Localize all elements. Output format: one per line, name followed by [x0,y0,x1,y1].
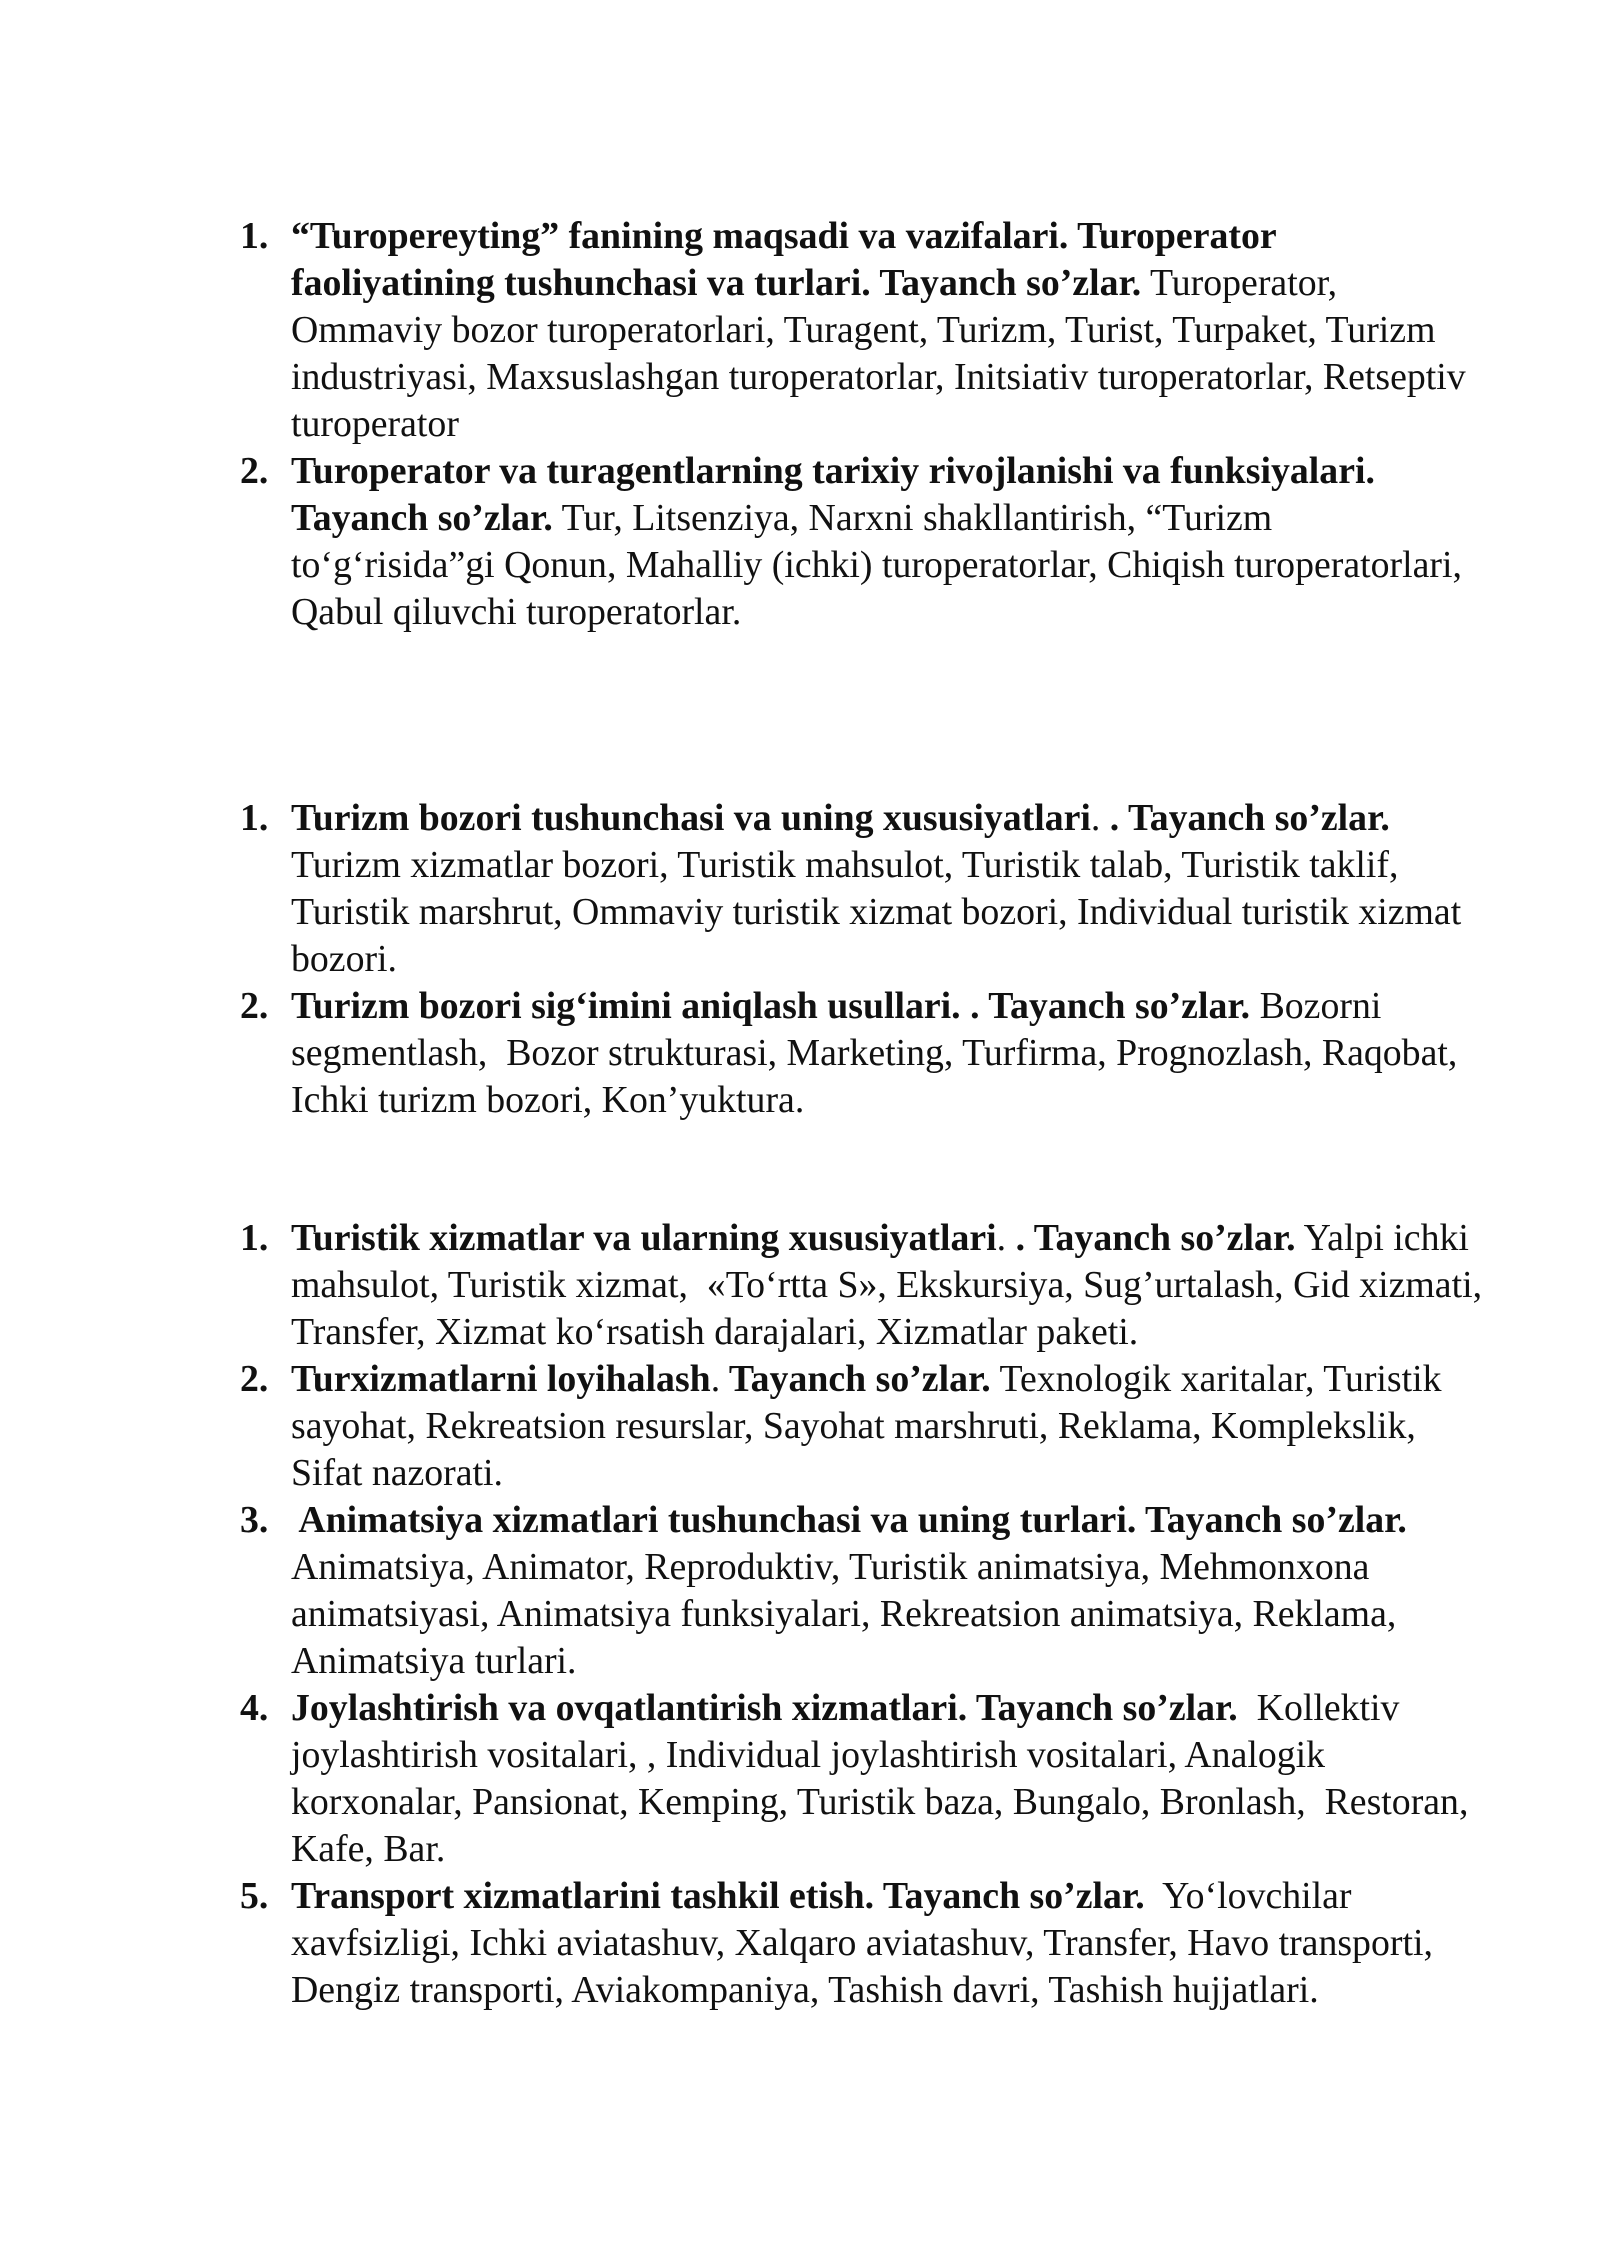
item-keywords: Yalpi ichki [1295,1217,1469,1259]
item-keywords: Dengiz transporti, Aviakompaniya, Tashish davri, Tashish hujjatlari. [291,1969,1319,2011]
topic-list [0,213,1600,636]
list-item [0,1356,1600,1497]
text-line [291,213,1600,260]
text-line [291,307,1600,354]
item-keywords: Qabul qiluvchi turoperatorlar. [291,591,742,633]
text-line [291,1920,1600,1967]
item-keywords: Turistik marshrut, Ommaviy turistik xizmat bozori, Individual turistik xizmat [291,891,1462,933]
list-number: 1. [240,797,269,839]
item-heading: Joylashtirish va ovqatlantirish xizmatlari. Tayanch so’zlar. [291,1687,1238,1729]
text-line [291,1356,1600,1403]
item-keywords: xavfsizligi, Ichki aviatashuv, Xalqaro aviatashuv, Transfer, Havo transporti, [291,1922,1433,1964]
text-line [291,1779,1600,1826]
text-line [291,983,1600,1030]
text-line [291,1450,1600,1497]
item-text: . [1090,797,1110,839]
item-heading: Turizm bozori sig‘imini aniqlash usullari. . Tayanch so’zlar. [291,985,1251,1027]
text-line [291,589,1600,636]
item-keywords: industriyasi, Maxsuslashgan turoperatorlar, Initsiativ turoperatorlar, Retseptiv [291,356,1466,398]
topic-list [0,795,1600,1124]
text-line [291,542,1600,589]
text-line [291,936,1600,983]
list-item [0,1873,1600,2014]
text-line [291,1309,1600,1356]
text-line [291,1638,1600,1685]
item-heading: faoliyatining tushunchasi va turlari. Tayanch so’zlar. [291,262,1142,304]
text-line [291,1215,1600,1262]
list-item [0,1497,1600,1685]
list-item [0,1215,1600,1356]
item-keywords: Kafe, Bar. [291,1828,446,1870]
item-keywords: joylashtirish vositalari, , Individual joylashtirish vositalari, Analogik [291,1734,1326,1776]
text-line [291,795,1600,842]
item-keywords: Yo‘lovchilar [1144,1875,1352,1917]
item-keywords: turoperator [291,403,459,445]
list-number: 2. [240,985,269,1027]
item-keywords: Ichki turizm bozori, Kon’yuktura. [291,1079,805,1121]
text-line [291,354,1600,401]
item-heading: Turizm bozori tushunchasi va uning xususiyatlari [291,797,1091,839]
item-keywords: Sifat nazorati. [291,1452,503,1494]
item-heading: Tayanch so’zlar. [291,497,553,539]
text-line [291,1403,1600,1450]
item-heading: Turoperator va turagentlarning tarixiy rivojlanishi va funksiyalari. [291,450,1375,492]
item-keywords: Turizm xizmatlar bozori, Turistik mahsulot, Turistik talab, Turistik taklif, [291,844,1399,886]
text-line [291,889,1600,936]
text-line [291,1544,1600,1591]
item-keywords: Animatsiya, Animator, Reproduktiv, Turistik animatsiya, Mehmonxona [291,1546,1370,1588]
item-keywords: sayohat, Rekreatsion resurslar, Sayohat marshruti, Reklama, Komplekslik, [291,1405,1416,1447]
list-number: 4. [240,1687,269,1729]
list-item [0,1685,1600,1873]
list-item [0,795,1600,983]
item-keywords: Tur, Litsenziya, Narxni shakllantirish, “Turizm [552,497,1273,539]
item-keywords: Ommaviy bozor turoperatorlari, Turagent, Turizm, Turist, Turpaket, Turizm [291,309,1436,351]
item-heading: Turxizmatlarni loyihalash [291,1358,711,1400]
list-number: 3. [240,1499,269,1541]
text-line [291,1077,1600,1124]
item-keywords: Transfer, Xizmat ko‘rsatish darajalari, Xizmatlar paketi. [291,1311,1139,1353]
item-keywords: segmentlash, Bozor strukturasi, Marketing, Turfirma, Prognozlash, Raqobat, [291,1032,1458,1074]
list-number: 2. [240,450,269,492]
list-number: 1. [240,215,269,257]
text-line [291,495,1600,542]
text-line [291,1826,1600,1873]
item-keywords: Animatsiya turlari. [291,1640,577,1682]
item-keywords: to‘g‘risida”gi Qonun, Mahalliy (ichki) turoperatorlar, Chiqish turoperatorlari, [291,544,1462,586]
item-keywords: animatsiyasi, Animatsiya funksiyalari, Rekreatsion animatsiya, Reklama, [291,1593,1397,1635]
text-line [291,1967,1600,2014]
list-number: 5. [240,1875,269,1917]
text-line [291,1685,1600,1732]
item-heading: . Tayanch so’zlar. [1109,797,1390,839]
item-heading: Transport xizmatlarini tashkil etish. Tayanch so’zlar. [291,1875,1145,1917]
text-line [291,401,1600,448]
list-item [0,448,1600,636]
item-text: . [710,1358,721,1400]
item-text: . [996,1217,1016,1259]
list-item [0,213,1600,448]
item-keywords: Texnologik xaritalar, Turistik [990,1358,1442,1400]
item-keywords: bozori. [291,938,398,980]
topic-list [0,1215,1600,2014]
text-line [291,260,1600,307]
item-heading: Turistik xizmatlar va ularning xususiyatlari [291,1217,997,1259]
item-heading: Animatsiya xizmatlari tushunchasi va uning turlari. Tayanch so’zlar. [291,1499,1407,1541]
item-heading: . Tayanch so’zlar. [1015,1217,1296,1259]
item-keywords: korxonalar, Pansionat, Kemping, Turistik baza, Bungalo, Bronlash, Restoran, [291,1781,1469,1823]
text-line [291,1591,1600,1638]
list-number: 2. [240,1358,269,1400]
text-line [291,1497,1600,1544]
text-line [291,448,1600,495]
list-number: 1. [240,1217,269,1259]
item-keywords: Bozorni [1250,985,1382,1027]
text-line [291,1030,1600,1077]
item-keywords: Kollektiv [1237,1687,1400,1729]
text-line [291,1262,1600,1309]
item-keywords: Turoperator, [1141,262,1338,304]
text-line [291,1873,1600,1920]
text-line [291,1732,1600,1779]
item-keywords: mahsulot, Turistik xizmat, «To‘rtta S», Ekskursiya, Sug’urtalash, Gid xizmati, [291,1264,1483,1306]
list-item [0,983,1600,1124]
item-heading: Tayanch so’zlar. [720,1358,991,1400]
text-line [291,842,1600,889]
item-heading: “Turopereyting” fanining maqsadi va vazifalari. Turoperator [291,215,1277,257]
